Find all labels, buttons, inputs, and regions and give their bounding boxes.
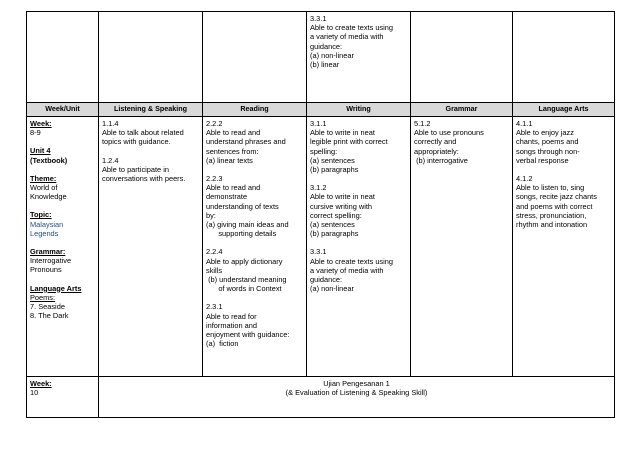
text-line: (a) linear texts bbox=[206, 155, 253, 165]
assessment-cell bbox=[99, 377, 615, 418]
text-line: a variety of media with bbox=[310, 265, 384, 275]
text-line: correct spelling: bbox=[310, 210, 362, 220]
empty-cell bbox=[99, 12, 203, 103]
text-line: Able to participate in bbox=[102, 164, 169, 174]
text-line: understand phrases and bbox=[206, 137, 286, 147]
theme-label: Theme: bbox=[30, 173, 57, 183]
grammar-label: Grammar: bbox=[30, 247, 66, 257]
table-row bbox=[27, 377, 615, 418]
text-line: chants, poems and bbox=[516, 137, 579, 147]
grammar-line: Interrogative bbox=[30, 256, 72, 266]
text-line: (a) sentences bbox=[310, 155, 355, 165]
text-line: Able to write in neat bbox=[310, 192, 375, 202]
text-line: 3.3.1 bbox=[310, 247, 327, 257]
text-line: Able to enjoy jazz bbox=[516, 128, 574, 138]
text-line: Able to apply dictionary bbox=[206, 256, 283, 266]
text-line: appropriately: bbox=[414, 146, 459, 156]
text-line: 1.2.4 bbox=[102, 155, 119, 165]
poem-item: 7. Seaside bbox=[30, 302, 65, 312]
skill-block bbox=[310, 247, 407, 293]
reading-cell bbox=[203, 117, 307, 377]
text-line: understanding of texts bbox=[206, 201, 279, 211]
text-line: 3.3.1 bbox=[310, 14, 327, 23]
text-line: a variety of media with bbox=[310, 32, 384, 42]
text-line: Able to listen to, sing bbox=[516, 183, 585, 193]
poem-item: 8. The Dark bbox=[30, 311, 69, 321]
text-line: stress, pronunciation, bbox=[516, 210, 587, 220]
grammar-cell bbox=[411, 117, 513, 377]
empty-cell bbox=[411, 12, 513, 103]
text-line: guidance: bbox=[310, 275, 343, 285]
skill-block bbox=[206, 247, 303, 293]
text-line: 1.1.4 bbox=[102, 119, 119, 128]
text-line: enjoyment with guidance: bbox=[206, 330, 290, 340]
header-reading: Reading bbox=[203, 103, 307, 117]
empty-cell bbox=[27, 12, 99, 103]
text-line: Able to use pronouns bbox=[414, 128, 484, 138]
theme-line: World of bbox=[30, 183, 58, 193]
lesson-plan-table bbox=[26, 11, 615, 418]
skill-block bbox=[206, 302, 303, 348]
theme-line: Knowledge bbox=[30, 192, 67, 202]
text-line: skills bbox=[206, 265, 223, 275]
text-line: of words in Context bbox=[206, 284, 282, 294]
topic-line: Legends bbox=[30, 228, 59, 238]
text-line: songs, recite jazz chants bbox=[516, 192, 597, 202]
text-line: by: bbox=[206, 210, 216, 220]
text-line: 2.3.1 bbox=[206, 302, 223, 312]
text-line: 4.1.2 bbox=[516, 174, 533, 184]
skill-block bbox=[102, 119, 199, 147]
skill-block bbox=[310, 183, 407, 238]
header-row bbox=[27, 103, 615, 117]
assessment-subtitle: (& Evaluation of Listening & Speaking Skill) bbox=[285, 388, 428, 398]
week-label: Week: bbox=[30, 119, 52, 128]
text-line: Able to read for bbox=[206, 311, 257, 321]
text-line: Able to create texts using bbox=[310, 256, 393, 266]
text-line: conversations with peers. bbox=[102, 174, 186, 184]
text-line: (b) linear bbox=[310, 60, 340, 70]
empty-cell bbox=[203, 12, 307, 103]
skill-block bbox=[516, 119, 611, 165]
language-arts-cell bbox=[513, 117, 615, 377]
week-value: 8-9 bbox=[30, 128, 41, 138]
header-writing: Writing bbox=[307, 103, 411, 117]
text-line: Able to create texts using bbox=[310, 23, 393, 33]
text-line: topics with guidance. bbox=[102, 137, 171, 147]
text-line: (b) paragraphs bbox=[310, 165, 359, 175]
topic-label: Topic: bbox=[30, 210, 52, 220]
text-line: Able to talk about related bbox=[102, 128, 184, 138]
writing-cell bbox=[307, 117, 411, 377]
text-line: 2.2.2 bbox=[206, 119, 223, 128]
text-line: songs through non- bbox=[516, 146, 580, 156]
header-grammar: Grammar bbox=[411, 103, 513, 117]
week10-cell bbox=[27, 377, 99, 418]
text-line: (b) understand meaning bbox=[206, 275, 287, 285]
text-line: 4.1.1 bbox=[516, 119, 533, 128]
table-row bbox=[27, 12, 615, 103]
text-line: 3.1.2 bbox=[310, 183, 327, 193]
listening-cell bbox=[99, 117, 203, 377]
grammar-line: Pronouns bbox=[30, 265, 62, 275]
table-row bbox=[27, 117, 615, 377]
text-line: Able to read and bbox=[206, 183, 261, 193]
text-line: (a) non-linear bbox=[310, 284, 354, 294]
text-line: correctly and bbox=[414, 137, 457, 147]
week10-label: Week: bbox=[30, 379, 52, 388]
unit-value: (Textbook) bbox=[30, 155, 68, 165]
unit-label: Unit 4 bbox=[30, 146, 51, 156]
text-line: guidance: bbox=[310, 41, 343, 51]
skill-block bbox=[414, 119, 509, 165]
empty-cell bbox=[513, 12, 615, 103]
header-listening-speaking: Listening & Speaking bbox=[99, 103, 203, 117]
skill-block bbox=[102, 156, 199, 184]
text-line: information and bbox=[206, 320, 257, 330]
text-line: cursive writing with bbox=[310, 201, 373, 211]
week-unit-cell bbox=[27, 117, 99, 377]
week10-value: 10 bbox=[30, 388, 39, 398]
text-line: verbal response bbox=[516, 155, 569, 165]
text-line: (b) paragraphs bbox=[310, 229, 359, 239]
text-line: (a) sentences bbox=[310, 220, 355, 230]
text-line: (a) giving main ideas and bbox=[206, 220, 289, 230]
text-line: demonstrate bbox=[206, 192, 248, 202]
skill-block bbox=[516, 174, 611, 229]
text-line: 3.1.1 bbox=[310, 119, 327, 128]
skill-block bbox=[206, 174, 303, 238]
skill-block bbox=[310, 119, 407, 174]
header-week-unit: Week/Unit bbox=[27, 103, 99, 117]
text-line: supporting details bbox=[206, 229, 277, 239]
text-line: (a) non-linear bbox=[310, 50, 354, 60]
text-line: rhythm and intonation bbox=[516, 220, 588, 230]
text-line: 5.1.2 bbox=[414, 119, 431, 128]
language-arts-label: Language Arts bbox=[30, 283, 82, 293]
top-writing-cell bbox=[307, 12, 411, 103]
text-line: Able to read and bbox=[206, 128, 261, 138]
text-line: Able to write in neat bbox=[310, 128, 375, 138]
poems-label: Poems: bbox=[30, 292, 56, 302]
text-line: (a) fiction bbox=[206, 339, 239, 349]
header-language-arts: Language Arts bbox=[513, 103, 615, 117]
text-line: spelling: bbox=[310, 146, 338, 156]
text-line: legible print with correct bbox=[310, 137, 388, 147]
text-line: 2.2.3 bbox=[206, 174, 223, 184]
text-line: and poems with correct bbox=[516, 201, 593, 211]
text-line: 2.2.4 bbox=[206, 247, 223, 257]
skill-block bbox=[206, 119, 303, 165]
topic-line: Malaysian bbox=[30, 219, 64, 229]
text-line: sentences from: bbox=[206, 146, 259, 156]
text-line: (b) interrogative bbox=[414, 155, 468, 165]
assessment-title: Ujian Pengesanan 1 bbox=[323, 379, 390, 388]
